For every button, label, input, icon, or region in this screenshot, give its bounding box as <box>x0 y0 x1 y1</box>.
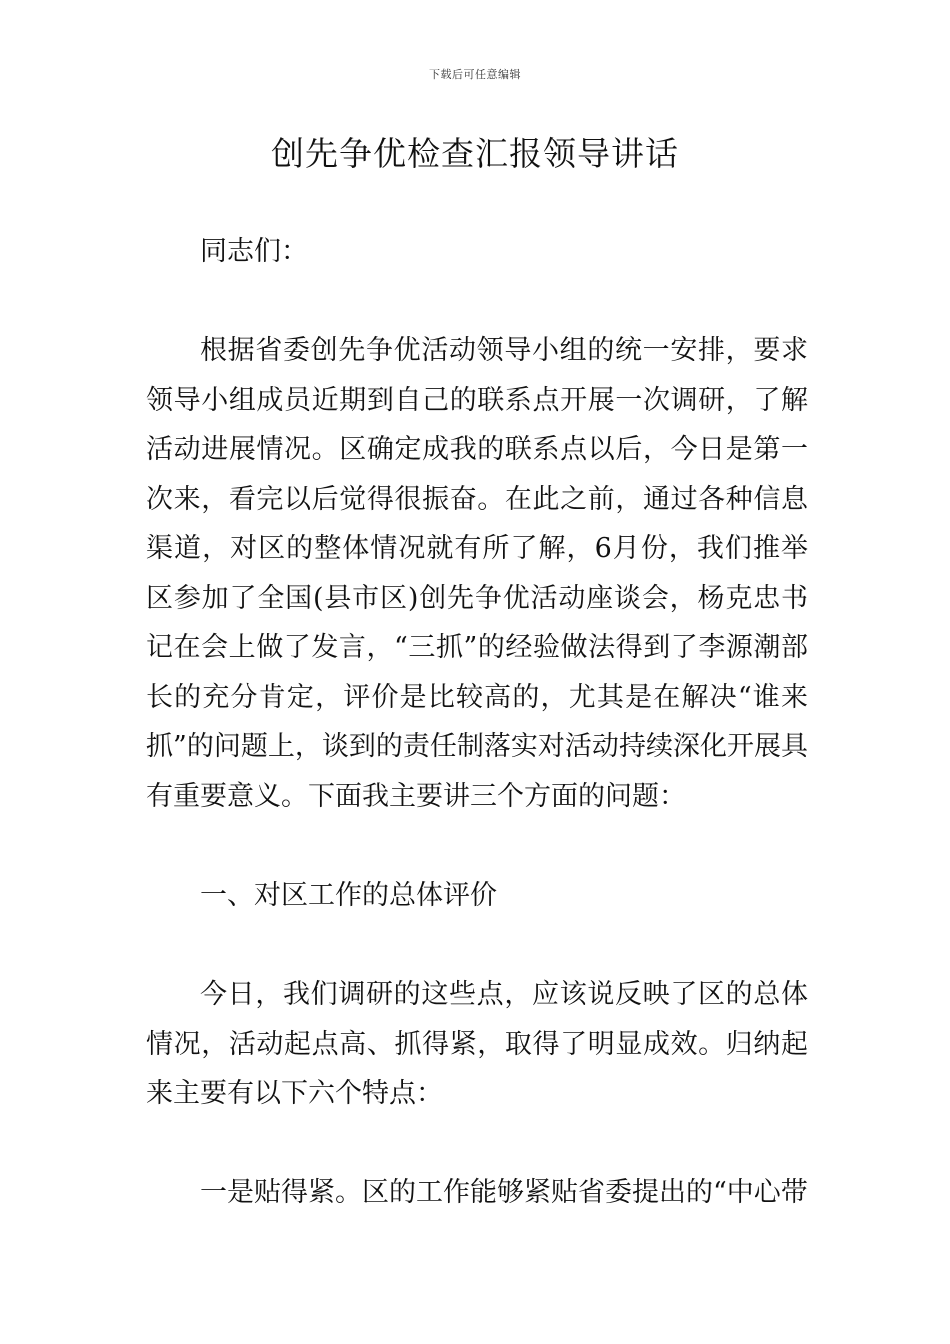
document-title: 创先争优检查汇报领导讲话 <box>271 134 679 173</box>
header-note: 下载后可任意编辑 <box>429 68 521 81</box>
greeting: 同志们： <box>200 236 308 267</box>
section-1-heading: 一、对区工作的总体评价 <box>200 880 497 911</box>
paragraph-2: 今日，我们调研的这些点，应该说反映了区的总体情况，活动起点高、抓得紧，取得了明显成效。归纳起来主要有以下六个特点： <box>146 979 808 1109</box>
paragraph-1: 根据省委创先争优活动领导小组的统一安排，要求领导小组成员近期到自己的联系点开展一次调研，了解活动进展情况。区确定成我的联系点以后，今日是第一次来，看完以后觉得很振奋。在此之前，通过各种信息渠道，对区的整体情况就有所了解，6月份，我们推举区参加了全国(县市区)创先争优活动座谈会，杨克忠书记在会上做了发言，“三抓”的经验做法得到了李源潮部长的充分肯定，评价是比较高的，尤其是在解决“谁来抓”的问题上，谈到的责任制落实对活动持续深化开展具有重要意义。下面我主要讲三个方面的问题： <box>146 335 808 812</box>
paragraph-3: 一是贴得紧。区的工作能够紧贴省委提出的“中心带 <box>200 1177 808 1208</box>
